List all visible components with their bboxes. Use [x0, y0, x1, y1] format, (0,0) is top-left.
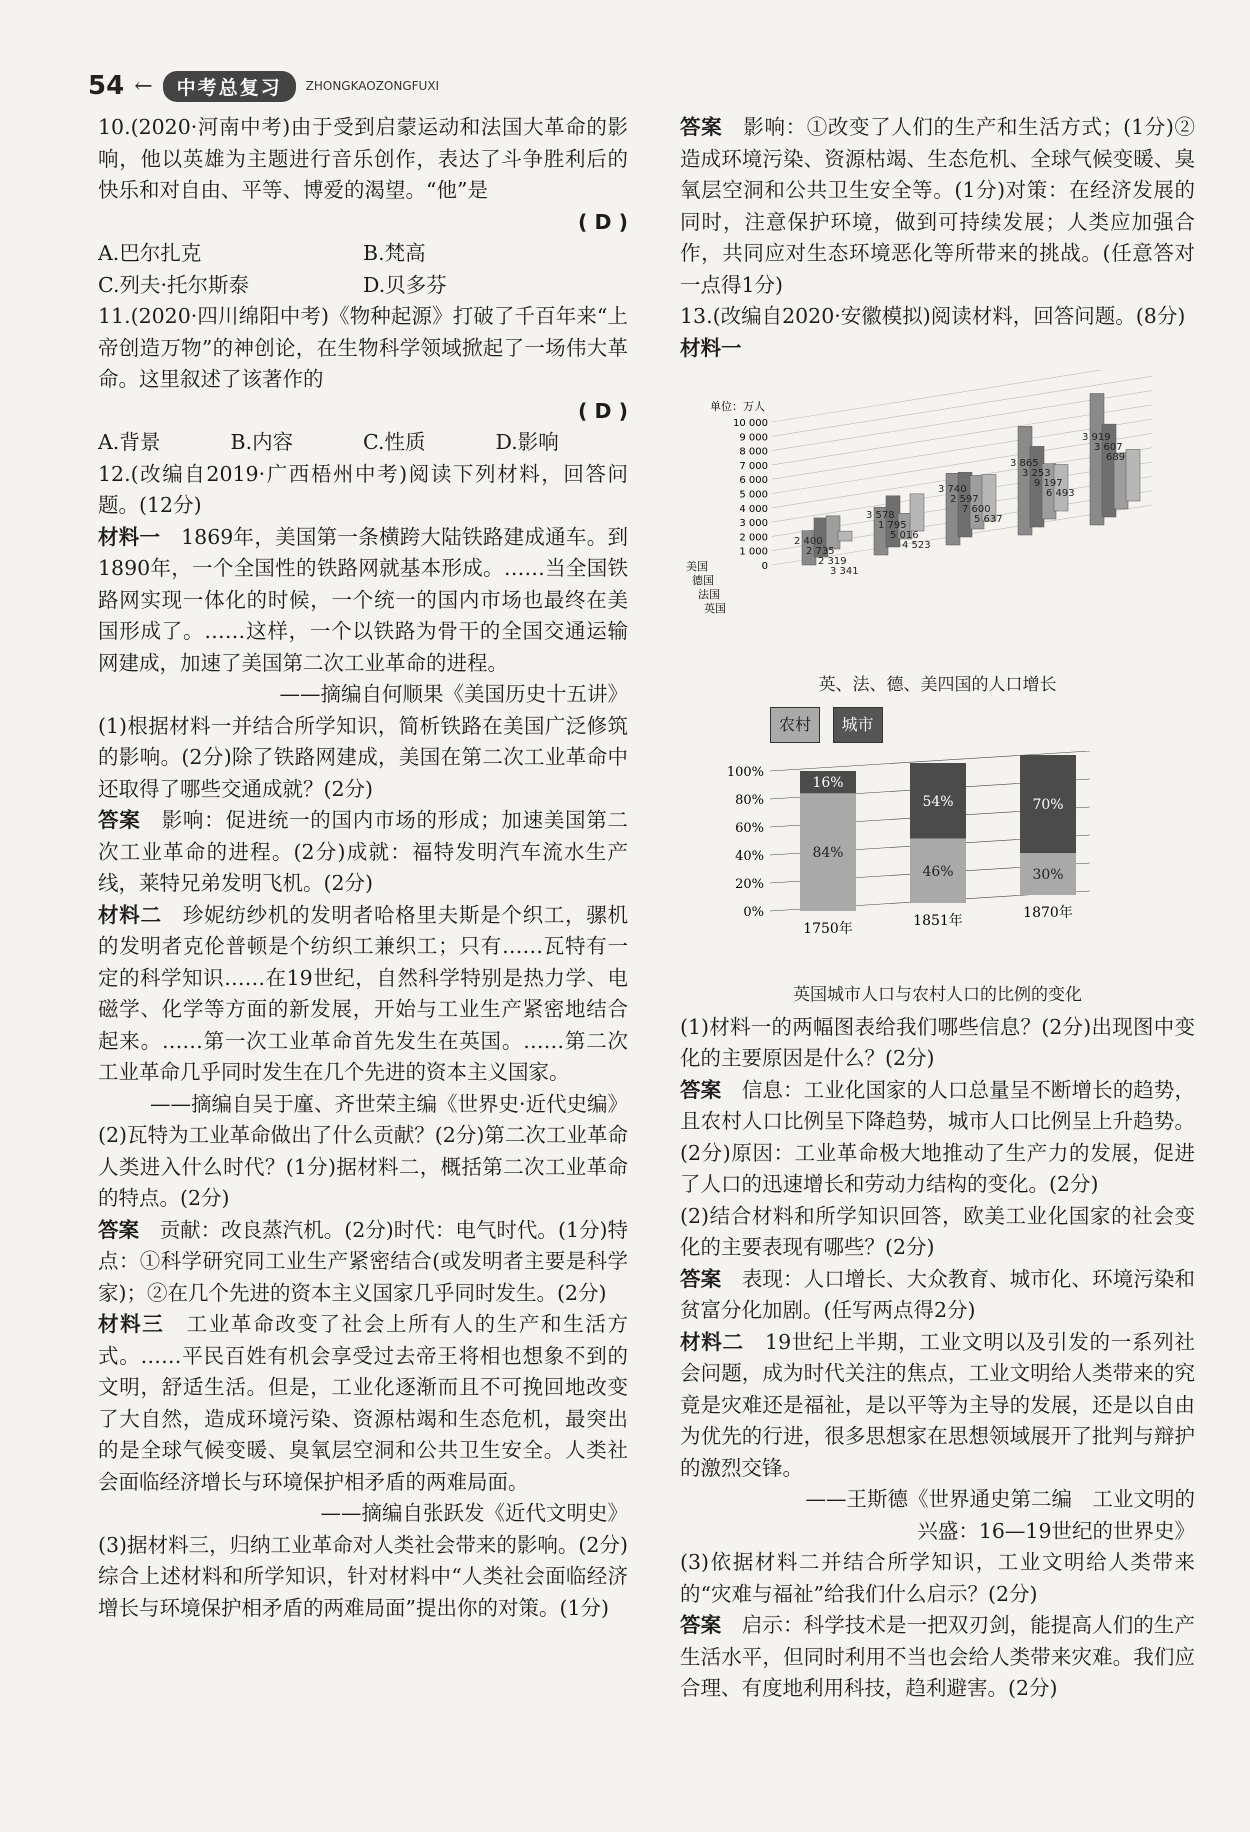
chart2-ytick: 0%	[743, 904, 764, 920]
chart2-caption: 英国城市人口与农村人口的比例的变化	[793, 985, 1082, 1005]
q12-material3	[98, 1309, 628, 1498]
chart1-bar-label: 6 493	[1046, 488, 1075, 499]
option: B.梵高	[363, 241, 426, 265]
q13-sub1: (1)材料一的两幅图表给我们哪些信息？(2分)出现图中变化的主要原因是什么？(2分)	[680, 1014, 1195, 1070]
answer-label: 答案	[98, 808, 141, 832]
q12-sub2: (2)瓦特为工业革命做出了什么贡献？(2分)第二次工业革命人类进入什么时代？(1分)据材料二，概括第二次工业革命的特点。(2分)	[98, 1123, 628, 1210]
q11-stem: 11.(2020·四川绵阳中考)《物种起源》打破了千百年来“上帝创造万物”的神创论，在生物科学领域掀起了一场伟大革命。这里叙述了该著作的	[98, 304, 628, 391]
chart2-label-urban: 70%	[1032, 796, 1064, 813]
option: D.贝多芬	[363, 272, 447, 297]
q12-material1	[98, 522, 628, 680]
q11-options	[98, 427, 628, 459]
chart1-bar-label: 3 253	[1022, 468, 1051, 479]
chart2-ytick: 80%	[735, 792, 764, 808]
chart2-legend	[680, 707, 1195, 743]
chart1-ytick: 9 000	[739, 432, 768, 444]
q10-options	[98, 238, 628, 301]
q13-sub3: (3)依据材料二并结合所学知识，工业文明给人类带来的“灾难与福祉”给我们什么启示？(2分)	[680, 1550, 1195, 1606]
material-text: 珍妮纺纱机的发明者哈格里夫斯是个织工，骡机的发明者克伦普顿是个纺织工兼织工；只有……瓦特有一定的科学知识……在19世纪，自然科学特别是热力学、电磁学、化学等方面的新发展，开始与工业生产紧密地结合起来。……第一次工业革命首先发生在英国。……第二次工业革命几乎同时发生在几个先进的资本主义国家。	[98, 902, 629, 1084]
chart1-bar-label: 5 016	[890, 530, 919, 541]
q13-answer1	[680, 1075, 1195, 1201]
chart1-bar-label: 3 578	[866, 510, 895, 521]
chart2-category: 1750年	[803, 920, 853, 937]
chart2-label-urban: 54%	[922, 793, 954, 810]
chart1-ytick: 5 000	[739, 489, 768, 501]
material-source: ——王斯德《世界通史第二编 工业文明的	[805, 1487, 1195, 1511]
chart1-ytick: 8 000	[739, 446, 768, 458]
option: D.影响	[495, 430, 559, 454]
urban-rural-ratio-chart	[680, 751, 1195, 971]
chart1-bar-label: 3 341	[830, 566, 859, 577]
chart1-bar-label: 7 600	[962, 504, 991, 515]
chart1-ytick: 1 000	[739, 546, 768, 558]
option: C.列夫·托尔斯泰	[98, 272, 249, 297]
option: A.巴尔扎克	[98, 241, 202, 265]
q12-material2	[98, 900, 628, 1089]
chart1-series-label: 英国	[704, 602, 726, 615]
chart1-bar-label: 2 597	[950, 494, 979, 505]
chart1-bar-label: 1 795	[878, 520, 907, 531]
answer-label: 答案	[680, 115, 723, 139]
answer-text: 信息：工业化国家的人口总量呈不断增长的趋势，且农村人口比例呈下降趋势，城市人口比例呈上升趋势。(2分)原因：工业革命极大地推动了生产力的发展，促进了人口的迅速增长和劳动力结构的变化。(2分)	[680, 1077, 1196, 1196]
q11-answer: ( D )	[577, 398, 628, 423]
legend-rural: 农村	[770, 707, 820, 743]
chart2-ytick: 20%	[735, 876, 764, 892]
material-text: 1869年，美国第一条横跨大陆铁路建成通车。到1890年，一个全国性的铁路网就基本形成。……当全国铁路网实现一体化的时候，一个统一的国内市场也最终在美国形成了。……这样，一个以铁路为骨干的全国交通运输网建成，加速了美国第二次工业革命的进程。	[98, 524, 629, 675]
chart2-category: 1851年	[913, 912, 963, 929]
chart2-ytick: 40%	[735, 848, 764, 864]
chart2-label-rural: 46%	[922, 863, 954, 880]
q12-answer2	[98, 1215, 628, 1310]
legend-urban: 城市	[833, 707, 883, 743]
series-pinyin: ZHONGKAOZONGFUXI	[305, 79, 440, 93]
page-header	[88, 68, 439, 104]
chart2-label-rural: 84%	[812, 844, 844, 861]
material-source: ——摘编自何顺果《美国历史十五讲》	[279, 682, 628, 706]
material-label: 材料三	[98, 1312, 165, 1336]
option: A.背景	[98, 430, 161, 454]
material-source: ——摘编自张跃发《近代文明史》	[320, 1501, 628, 1525]
chart1-ytick: 10 000	[733, 418, 768, 429]
material-source: ——摘编自吴于廑、齐世荣主编《世界史·近代史编》	[149, 1091, 628, 1116]
answer-label: 答案	[680, 1266, 722, 1291]
chart1-caption: 英、法、德、美四国的人口增长	[818, 674, 1057, 695]
chart1-series-label: 法国	[698, 588, 720, 601]
answer-text: 影响：促进统一的国内市场的形成；加速美国第二次工业革命的进程。(2分)成就：福特发明汽车流水生产线，莱特兄弟发明飞机。(2分)	[98, 808, 629, 895]
material-source: 兴盛：16—19世纪的世界史》	[917, 1518, 1195, 1543]
chart1-series-label: 德国	[692, 574, 714, 587]
chart1-bar-label: 2 319	[818, 556, 847, 567]
chart1-unit: 单位：万人	[710, 400, 765, 413]
page-number: 54	[88, 71, 125, 101]
material-label: 材料一	[680, 335, 742, 360]
chart1-bar	[1126, 449, 1140, 501]
chart1-ytick: 4 000	[739, 503, 768, 515]
q10-stem: 10.(2020·河南中考)由于受到启蒙运动和法国大革命的影响，他以英雄为主题进行音乐创作，表达了斗争胜利后的快乐和对自由、平等、博爱的渴望。“他”是	[98, 115, 628, 202]
q12-sub3: (3)据材料三，归纳工业革命对人类社会带来的影响。(2分)综合上述材料和所学知识，针对材料中“人类社会面临经济增长与环境保护相矛盾的两难局面”提出你的对策。(1分)	[98, 1532, 628, 1620]
chart2-category: 1870年	[1023, 904, 1073, 921]
answer-label: 答案	[680, 1613, 722, 1637]
chart1-bar-label: 2 400	[794, 536, 823, 547]
chart1-bar-label: 689	[1106, 452, 1126, 463]
chart1-bar-label: 9 197	[1034, 478, 1063, 489]
chart1-ytick: 2 000	[739, 532, 768, 544]
chart1-bar-label: 5 637	[974, 514, 1003, 525]
material-text: 工业革命改变了社会上所有人的生产和生活方式。……平民百姓有机会享受过去帝王将相也想象不到的文明，舒适生活。但是，工业化逐渐而且不可挽回地改变了大自然，造成环境污染、资源枯竭和生态危机，最突出的是全球气候变暖、臭氧层空洞和公共卫生安全。人类社会面临经济增长与环境保护相矛盾的两难局面。	[98, 1312, 629, 1494]
option: C.性质	[363, 430, 426, 454]
q12-answer3	[680, 112, 1195, 301]
material-text: 19世纪上半期，工业文明以及引发的一系列社会问题，成为时代关注的焦点，工业文明给人类带来的究竟是灾难还是福祉，是以平等为主导的发展，还是以自由为优先的行进，很多思想家在思想领域展开了批判与辩护的激烈交锋。	[680, 1329, 1196, 1480]
chart2-label-urban: 16%	[812, 774, 844, 791]
answer-text: 表现：人口增长、大众教育、城市化、环境污染和贫富分化加剧。(任写两点得2分)	[680, 1266, 1196, 1322]
chart1-bar	[838, 531, 852, 541]
answer-label: 答案	[98, 1217, 140, 1242]
chart2-ytick: 100%	[726, 764, 764, 780]
material-label: 材料一	[98, 524, 161, 549]
chart1-bar-label: 3 607	[1094, 442, 1123, 453]
chart1-bar-label: 3 919	[1082, 432, 1111, 443]
population-growth-chart	[680, 370, 1195, 660]
chart1-bar	[910, 494, 924, 531]
answer-text: 贡献：改良蒸汽机。(2分)时代：电气时代。(1分)特点：①科学研究同工业生产紧密结合(或发明者主要是科学家)；②在几个先进的资本主义国家几乎同时发生。(2分)	[98, 1217, 629, 1305]
left-column	[98, 112, 628, 1624]
series-title: 中考总复习	[163, 71, 296, 102]
chart1-series-label: 美国	[686, 560, 708, 573]
q12-answer1	[98, 805, 628, 900]
answer-text: 影响：①改变了人们的生产和生活方式；(1分)②造成环境污染、资源枯竭、生态危机、全球气候变暖、臭氧层空洞和公共卫生安全等。(1分)对策：在经济发展的同时，注意保护环境，做到可持续发展；人类应加强合作，共同应对生态环境恶化等所带来的挑战。(任意答对一点得1分)	[680, 115, 1196, 297]
chart1-ytick: 6 000	[739, 475, 768, 487]
chart1-ytick: 3 000	[739, 518, 768, 530]
q13-answer2	[680, 1264, 1195, 1327]
q10-answer: ( D )	[577, 209, 628, 234]
chart1-bar-label: 4 523	[902, 540, 931, 551]
q12-sub1: (1)根据材料一并结合所学知识，简析铁路在美国广泛修筑的影响。(2分)除了铁路网建成，美国在第二次工业革命中还取得了哪些交通成就？(2分)	[98, 713, 628, 801]
material-label: 材料二	[680, 1329, 744, 1354]
chart1-ytick: 0	[761, 561, 768, 572]
q13-answer3	[680, 1610, 1195, 1705]
option: B.内容	[230, 430, 294, 454]
chart2-ytick: 60%	[735, 820, 764, 836]
q13-stem: 13.(改编自2020·安徽模拟)阅读材料，回答问题。(8分)	[680, 304, 1186, 328]
chart1-bar-label: 3 865	[1010, 458, 1039, 469]
right-column	[680, 112, 1195, 1705]
q13-material2	[680, 1327, 1195, 1485]
q12-stem: 12.(改编自2019·广西梧州中考)阅读下列材料，回答问题。(12分)	[98, 461, 628, 517]
chart1-ytick: 7 000	[739, 460, 768, 472]
chart2-label-rural: 30%	[1032, 866, 1064, 883]
chart1-bar-label: 2 735	[806, 546, 835, 557]
material-label: 材料二	[98, 902, 162, 927]
chart1-bar-label: 3 740	[938, 484, 967, 495]
back-arrow-icon: ←	[134, 73, 153, 99]
q13-sub2: (2)结合材料和所学知识回答，欧美工业化国家的社会变化的主要表现有哪些？(2分)	[680, 1203, 1195, 1259]
answer-label: 答案	[680, 1077, 722, 1102]
answer-text: 启示：科学技术是一把双刃剑，能提高人们的生产生活水平，但同时利用不当也会给人类带来灾难。我们应合理、有度地利用科技，趋利避害。(2分)	[680, 1613, 1196, 1700]
